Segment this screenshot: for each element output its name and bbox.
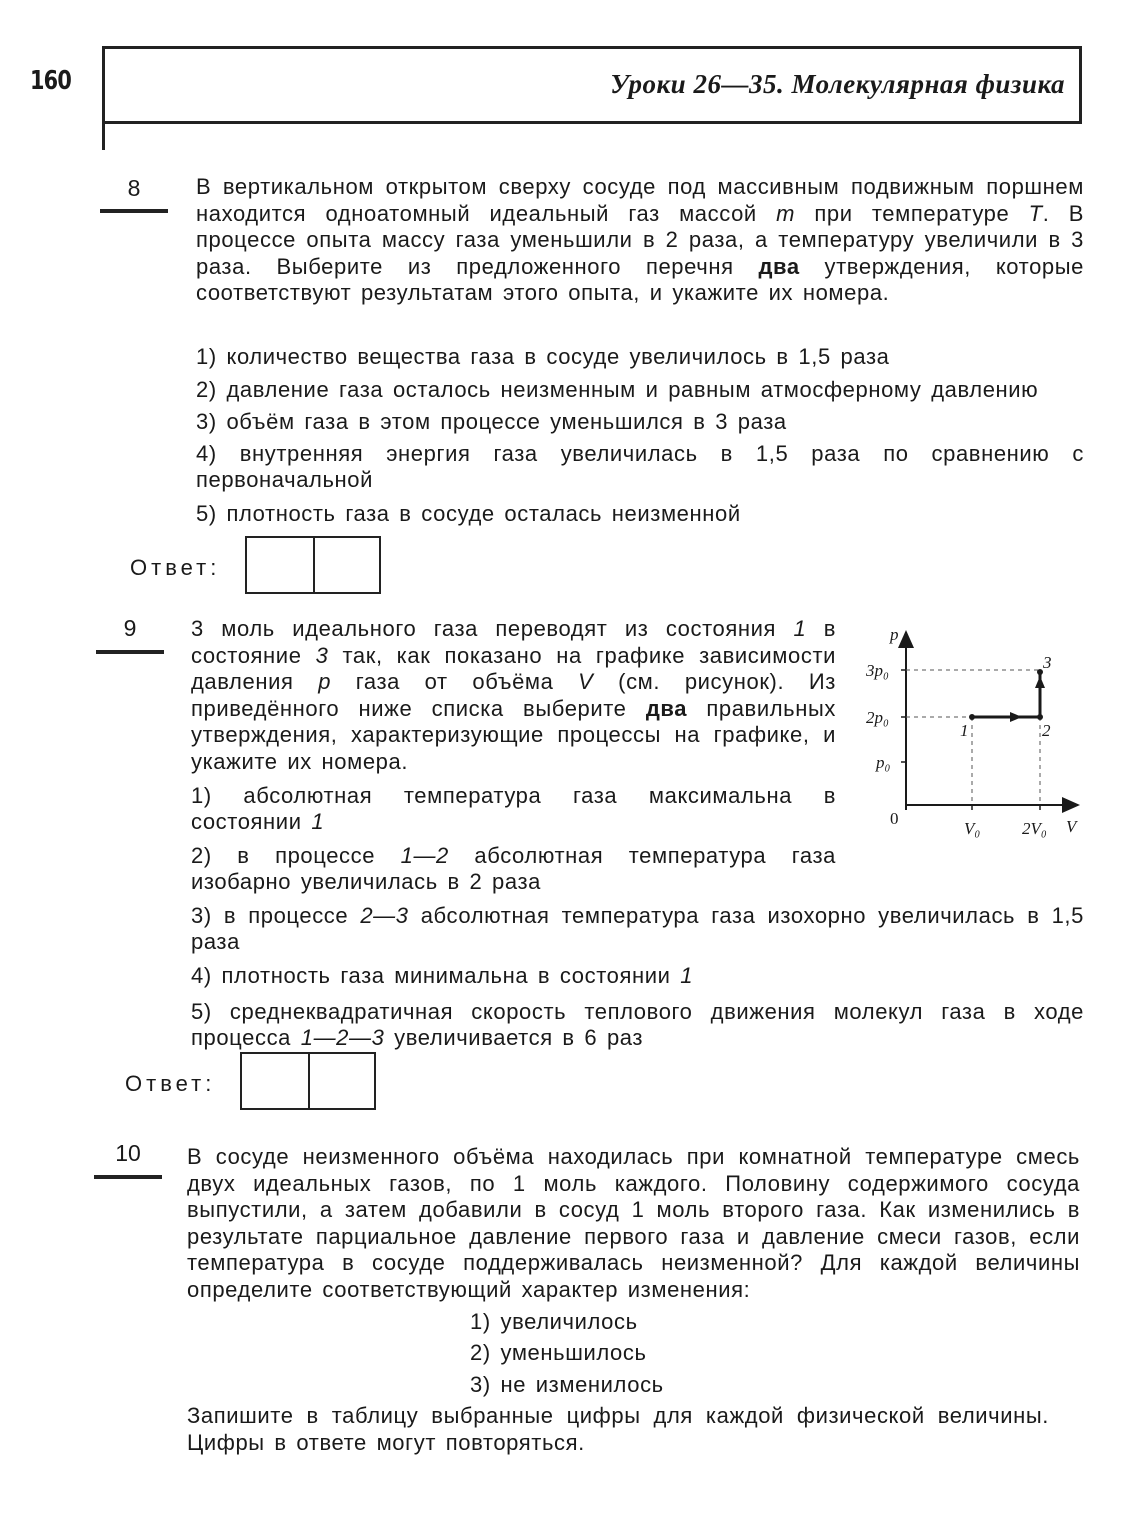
guide-lines xyxy=(906,670,1040,805)
task-8-option: 2) давление газа осталось неизменным и равным атмосферному давлению xyxy=(196,377,1039,402)
task-number: 8 xyxy=(127,175,141,201)
header-divider xyxy=(102,120,105,150)
state-point xyxy=(969,714,975,720)
page-number: 160 xyxy=(30,66,72,96)
task-9-option: 5) среднеквадратичная скорость теплового движения молекул газа в ходе процесса 1—2—3 увеличивается в 6 раз xyxy=(191,999,1084,1050)
task-number-rule xyxy=(94,1175,162,1179)
point-label: 3 xyxy=(1043,653,1052,672)
y-tick-label: p₀ xyxy=(876,753,891,772)
change-choice: 1) увеличилось xyxy=(470,1309,638,1334)
answer-cell[interactable] xyxy=(308,1054,374,1108)
task-10-footer: Запишите в таблицу выбранные цифры для каждой физической величины. Цифры в ответе могут повторяться. xyxy=(187,1403,1049,1455)
answer-label: Ответ: xyxy=(130,555,221,580)
state-point xyxy=(1037,714,1043,720)
task-8-option: 1) количество вещества газа в сосуде увеличилось в 1,5 раза xyxy=(196,344,890,369)
x-tick-label: V₀ xyxy=(964,819,981,838)
answer-cell[interactable] xyxy=(247,538,313,592)
answer-grid xyxy=(240,1052,376,1110)
task-9-option: 2) в процессе 1—2 абсолютная температура газа изобарно увеличилась в 2 раза xyxy=(191,843,836,894)
change-choice: 3) не изменилось xyxy=(470,1372,664,1397)
change-choice: 2) уменьшилось xyxy=(470,1340,647,1365)
task-9-option: 4) плотность газа минимальна в состоянии 1 xyxy=(191,963,694,988)
task-9-text: 3 моль идеального газа переводят из состояния 1 в состояние 3 так, как показано на графике зависимости давления p газа от объёма V (см. рисунок). Из приведённого ниже списка выберите два правильных утверждения, характеризующие процессы на графике, и укажите их номера. xyxy=(191,616,837,774)
arrow-2-3 xyxy=(1035,676,1045,688)
running-header xyxy=(102,46,1082,124)
task-8-text: В вертикальном открытом сверху сосуде под массивным подвижным поршнем находится одноатомный идеальный газ массой m при температуре T. В процессе опыта массу газа уменьшили в 2 раза, а температуру увеличили в 3 раза. Выберите из предложенного перечня два утверждения, которые соответствуют результатам этого опыта, и укажите их номера. xyxy=(196,174,1084,305)
y-tick-label: 3p₀ xyxy=(866,661,889,680)
answer-grid xyxy=(245,536,381,594)
task-9-option: 3) в процессе 2—3 абсолютная температура газа изохорно увеличилась в 1,5 раза xyxy=(191,903,1084,954)
task-number-rule xyxy=(100,209,168,213)
point-label: 2 xyxy=(1042,721,1051,740)
answer-label: Ответ: xyxy=(125,1071,216,1096)
task-8-option: 5) плотность газа в сосуде осталась неизменной xyxy=(196,501,741,526)
origin-label: 0 xyxy=(890,809,899,828)
x-axis-label: V xyxy=(1066,817,1077,836)
point-label: 1 xyxy=(960,721,969,740)
header-title: Уроки 26—35. Молекулярная физика xyxy=(610,69,1065,99)
y-tick-label: 2p₀ xyxy=(866,708,889,727)
task-8-option: 3) объём газа в этом процессе уменьшился в 3 раза xyxy=(196,409,787,434)
task-10-text: В сосуде неизменного объёма находилась при комнатной температуре смесь двух идеальных газов, по 1 моль каждого. Половину содержимого сосуда выпустили, а затем добавили в сосуд 1 моль второго газа. Как изменились в результате парциальное давление первого газа и давление смеси газов, если температура в сосуде поддерживалась неизменной? Для каждой величины определите соответствующий характер изменения: xyxy=(187,1144,1080,1302)
task-9-option: 1) абсолютная температура газа максимальна в состоянии 1 xyxy=(191,783,836,834)
x-tick-label: 2V₀ xyxy=(1022,819,1047,838)
task-number-rule xyxy=(96,650,164,654)
pv-graph xyxy=(860,620,1085,850)
arrow-1-2 xyxy=(1010,712,1022,722)
answer-cell[interactable] xyxy=(313,538,379,592)
y-axis-label: p xyxy=(890,625,899,644)
task-number: 10 xyxy=(115,1140,141,1166)
task-8-option: 4) внутренняя энергия газа увеличилась в 1,5 раза по сравнению с первоначальной xyxy=(196,441,1084,492)
task-number: 9 xyxy=(123,615,137,641)
answer-cell[interactable] xyxy=(242,1054,308,1108)
